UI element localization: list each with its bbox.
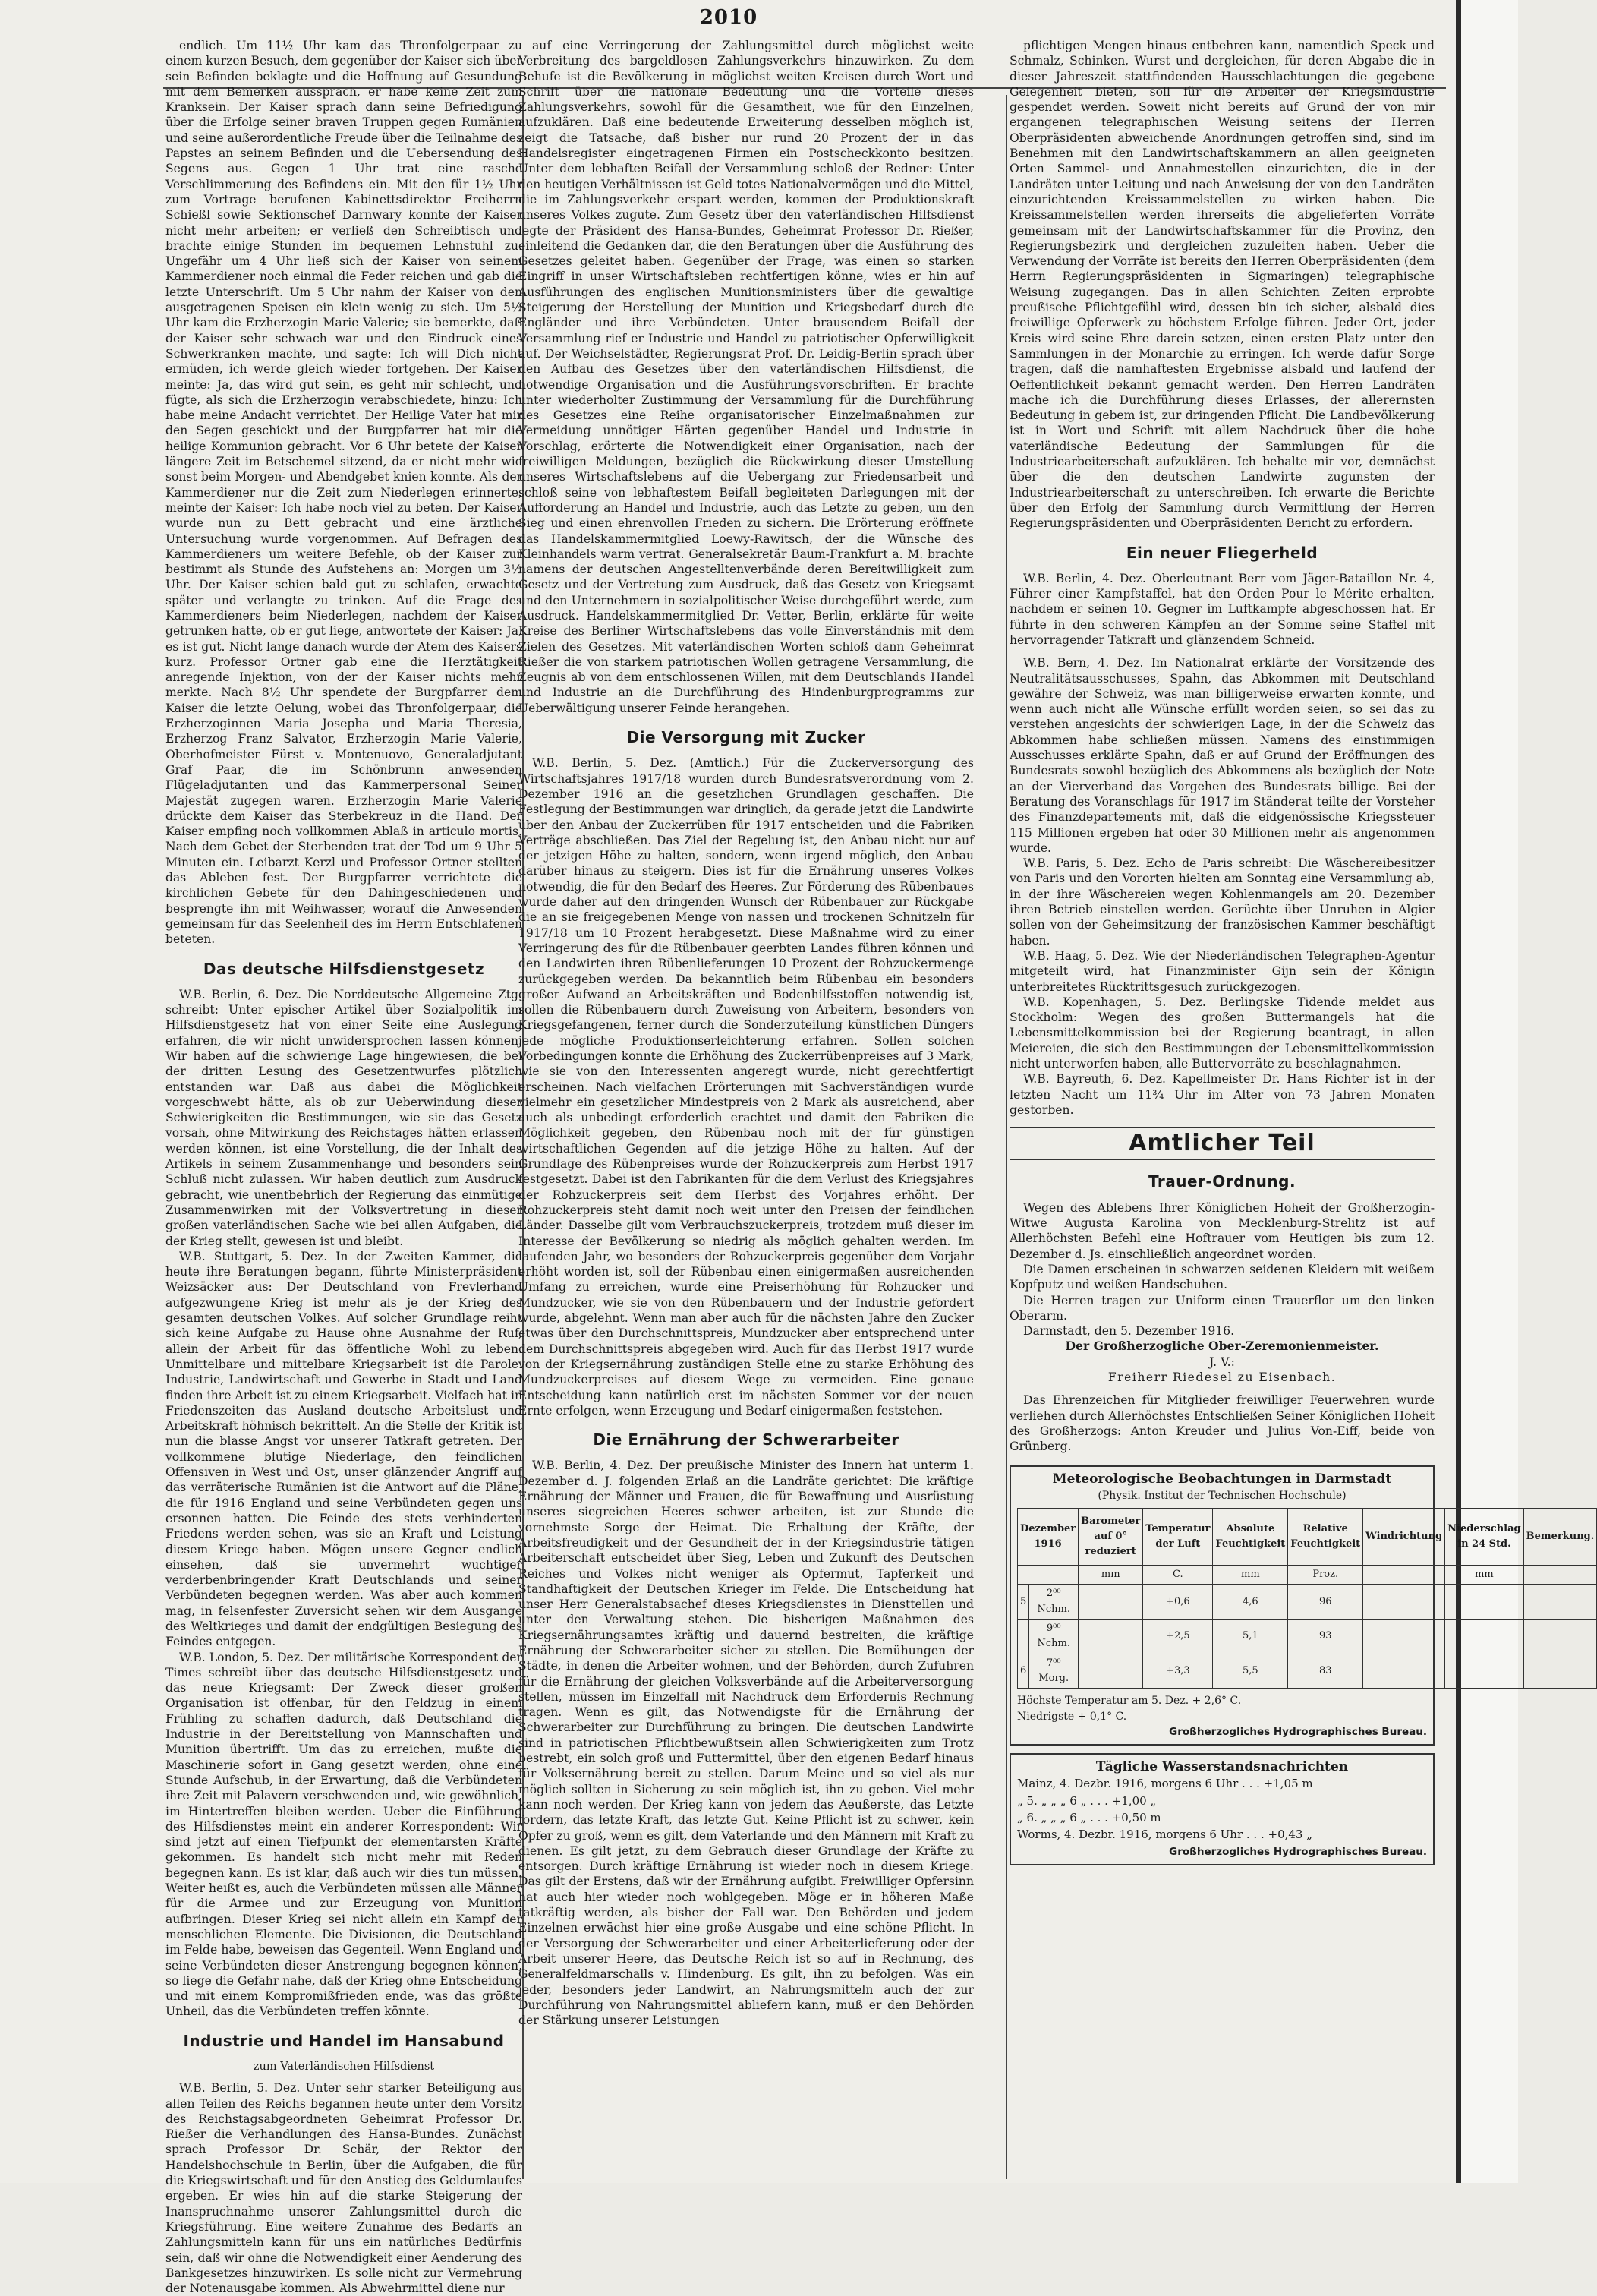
min-temp-label: Niedrigste [1017,1710,1075,1723]
section-heading: Das deutsche Hilfsdienstgesetz [203,959,485,978]
dateline: Darmstadt, den 5. Dezember 1916. [1023,1324,1235,1339]
weather-rel-humidity: 83 [1288,1654,1363,1689]
water-line: „ 6. „ „ „ 6 „ . . . +0,50 m [1017,1810,1161,1824]
weather-unit: mm [1213,1566,1288,1585]
weather-temperature: +0,6 [1143,1585,1213,1620]
column-2 [518,38,974,2164]
weather-table [1017,1508,1597,1689]
article-text: W.B. Kopenhagen, 5. Dez. Berlingske Tidende meldet aus Stockholm: Wegen des großen Buttermangels hat die Lebensmittelkommission bei der Regierung beantragt, in allen Meiereien, die sich den Bestimmungen der Lebensmittelkommission nicht unterworfen haben, alle Buttervorräte zu beschlagnahmen. [1010,995,1435,1071]
section-heading: Ein neuer Fliegerheld [1126,543,1318,562]
water-title: Tägliche Wasserstandsnachrichten [1095,1759,1349,1775]
weather-precip [1445,1654,1523,1689]
weather-header: Niederschlag in 24 Std. [1445,1509,1523,1566]
page-margin [1461,0,1518,2183]
section-subheading: zum Vaterländischen Hilfsdienst [253,2061,435,2073]
section-heading: Die Ernährung der Schwerarbeiter [593,1430,899,1449]
weather-wind [1363,1620,1445,1654]
weather-time: 7⁰⁰ Morg. [1029,1654,1079,1689]
weather-wind [1363,1654,1445,1689]
weather-unit [1523,1566,1597,1585]
weather-precip [1445,1620,1523,1654]
weather-date [1018,1620,1029,1654]
article-text: Die Damen erscheinen in schwarzen seidenen Kleidern mit weißem Kopfputz und weißen Handschuhen. [1010,1262,1435,1292]
weather-unit [1363,1566,1445,1585]
article-text: pflichtigen Mengen hinaus entbehren kann, namentlich Speck und Schmalz, Schinken, Wurst und dergleichen, für deren Abgabe die in dieser Jahreszeit stattfindenden Hausschlachtungen die gegebene Gelegenheit bieten, soll für die Arbeiter der Kriegsindustrie gespendet werden. Soweit nicht bereits auf Grund der von mir ergangenen telegraphischen Weisung seitens der Herren Oberpräsidenten abweichende Anordnungen getroffen sind, sind im Benehmen mit den Landwirtschaftskammern an allen geeigneten Orten Sammel- und Annahmestellen einzurichten, die in der Landräten unter Leitung und nach Anweisung der von den Landräten einzurichtenden Kreissammelstellen zu wirken haben. Die Kreissammelstellen werden ihrerseits die abgelieferten Vorräte gemeinsam mit der Landwirtschaftskammer für die Provinz, den Regierungsbezirk und dergleichen zuzuleiten haben. Ueber die Verwendung der Vorräte ist bereits den Herren Oberpräsidenten (dem Herrn Regierungspräsidenten in Sigmaringen) telegraphische Weisung zugegangen. Das in allen Schichten Zeiten erprobte preußische Pflichtgefühl wird, dessen bin ich sicher, alsbald dies freiwillige Opferwerk zu höchstem Erfolge führen. Jeder Ort, jeder Kreis wird seine Ehre darein setzen, einen ersten Platz unter den Sammlungen in der Monarchie zu erringen. Ich werde dafür Sorge tragen, daß die namhaftesten Ergebnisse alsbald und laufend der Oeffentlichkeit bekannt gemacht werden. Den Herren Landräten mache ich die Durchführung dieses Erlasses, der allerernsten Bedeutung in gebem ist, zur dringenden Pflicht. Die Landbevölkerung ist in Wort und Schrift mit allem Nachdruck über die hohe vaterländische Bedeutung der Sammlungen für die Industriearbeiterschaft aufzuklären. Ich behalte mir vor, demnächst über die den deutschen Landwirte zugunsten der Industriearbeiterschaft zu unterschreiben. Ich erwarte die Berichte über den Erfolg der Sammlung durch Vermittlung der Herren Regierungspräsidenten und Oberpräsidenten Bericht zu erfordern. [1010,39,1435,531]
weather-note [1523,1654,1597,1689]
column-rule-2 [1006,95,1007,2179]
water-levels-box [1010,1753,1435,1866]
weather-header-row [1018,1509,1597,1566]
weather-abs-humidity: 5,1 [1213,1620,1288,1654]
article-text: W.B. Berlin, 5. Dez. (Amtlich.) Für die Zuckerversorgung des Wirtschaftsjahres 1917/18 wurden durch Bundesratsverordnung vom 2. Dezember 1916 an die gesetzlichen Grundlagen geschaffen. Die Festlegung der Bestimmungen war dringlich, da gerade jetzt die Landwirte über den Anbau der Zuckerrüben für 1917 entscheiden und die Fabriken Verträge abschließen. Das Ziel der Regelung ist, den Anbau nicht nur auf der jetzigen Höhe zu halten, sondern, wenn irgend möglich, den Anbau darüber hinaus zu steigern. Dies ist für die Ernährung unseres Volkes notwendig, die für den Bedarf des Heeres. Zur Förderung des Rübenbaues wurde daher auf den dringenden Wunsch der Rübenbauer zur Rückgabe die an sie freigegebenen Menge von nassen und trockenen Schnitzeln für 1917/18 um 10 Prozent herabgesetzt. Diese Maßnahme wird zu einer Verringerung des für die Rübenbauer geerbten Landes führen können und den Landwirten ihren Rübenlieferungen 10 Prozent der Rohzuckermenge zurückgegeben werden. Da bekanntlich beim Rübenbau ein besonders großer Aufwand an Arbeitskräften und Bodenhilfsstoffen notwendig ist, sollen die Rübenbauern durch Zuweisung von Arbeitern, besonders von Kriegsgefangenen, ferner durch die Sonderzuteilung künstlichen Düngers jede mögliche Produktionserleichterung erfahren. Sollen solchen Vorbedingungen konnte die Erhöhung des Zuckerrübenpreises auf 3 Mark, wie sie von den Interessenten angeregt wurde, nicht gerechtfertigt erscheinen. Nach vielfachen Erörterungen mit Sachverständigen wurde vielmehr ein gesetzlicher Mindestpreis von 2 Mark als ausreichend, aber auch als unbedingt erforderlich erachtet und damit den Fabriken die Möglichkeit gegeben, den Rübenbau noch mit der für günstigen wirtschaftlichen Gegenden auf die jetzige Höhe zu halten. Auf der Grundlage des Rübenpreises wurde der Rohzuckerpreis zum Herbst 1917 festgesetzt. Dabei ist den Fabrikanten für die dem Verlust des Kriegsjahres der Rohzuckerpreis seit dem Herbst des Vorjahres erhöht. Der Rohzuckerpreis steht damit noch weit unter den Preisen der feindlichen Länder. Dasselbe gilt vom Verbrauchszuckerpreis, trotzdem muß dieser im Interesse der Bevölkerung so niedrig als möglich gehalten werden. Im laufenden Jahr, wo besonders der Rohzuckerpreis gegenüber dem Vorjahr erhöht worden ist, soll der Rübenbau einen einigermaßen ausreichenden Umfang zu erreichen, wurde eine Preiserhöhung für Rohzucker und Mundzucker, wie sie von den Rübenbauern und der Industrie gefordert wurde, abgelehnt. Wenn man aber auch für die nächsten Jahre den Zucker etwas über den Durchschnittspreis, Mundzucker aber entsprechend unter dem Durchschnittspreis abgegeben wird. Auch für das Herbst 1917 wurde von der Kriegsernährung zuständigen Stelle eine zu starke Erhöhung des Mundzuckerpreises auf diesem Wege zu vermeiden. Eine genaue Entscheidung kann natürlich erst im nächsten Sommer vor der neuen Ernte erfolgen, wenn Erzeugung und Bedarf einigermaßen feststehen. [518,756,974,1418]
weather-row [1018,1585,1597,1620]
weather-time: 2⁰⁰ Nchm. [1029,1585,1079,1620]
min-temp-value: + 0,1° C. [1077,1710,1127,1723]
weather-header: Bemerkung. [1523,1509,1597,1566]
water-line: Mainz, 4. Dezbr. 1916, morgens 6 Uhr . . . +1,05 m [1017,1777,1313,1791]
weather-unit: Proz. [1288,1566,1363,1585]
section-heading: Industrie und Handel im Hansabund [183,2031,505,2050]
article-text: W.B. Haag, 5. Dez. Wie der Niederländischen Telegraphen-Agentur mitgeteilt wird, hat Finanzminister Gijn sein der Königin unterbreitetes Rücktrittsgesuch zurückgezogen. [1010,948,1435,994]
water-bureau: Großherzogliches Hydrographisches Bureau. [1169,1845,1427,1858]
max-temp-label: Höchste Temperatur am 5. Dez. [1017,1695,1189,1708]
column-1 [165,38,522,2296]
weather-barometer [1079,1654,1143,1689]
signatory-proxy: J. V.: [1209,1355,1235,1369]
max-temp-value: + 2,6° C. [1192,1695,1242,1708]
weather-temperature: +2,5 [1143,1620,1213,1654]
weather-unit [1018,1566,1079,1585]
article-text: Wegen des Ablebens Ihrer Königlichen Hoheit der Großherzogin-Witwe Augusta Karolina von Mecklenburg-Strelitz ist auf Allerhöchsten Befehl eine Hoftrauer vom Heutigen bis zum 12. Dezember d. Js. einschließlich angeordnet worden. [1010,1200,1435,1261]
signatory-title: Der Großherzogliche Ober-Zeremonienmeister. [1065,1339,1379,1354]
weather-barometer [1079,1620,1143,1654]
weather-note [1523,1620,1597,1654]
weather-header: Windrichtung [1363,1509,1445,1566]
article-text: W.B. Bern, 4. Dez. Im Nationalrat erklärte der Vorsitzende des Neutralitätsausschusses, Spahn, das Abkommen mit Deutschland gewähre der Schweiz, was man billigerweise erwarten konnte, und wenn auch nicht alle Wünsche erfüllt worden seien, so sei das zu verstehen angesichts der schwierigen Lage, in der die Schweiz das Abkommen habe schließen müssen. Namens des einstimmigen Ausschusses erklärte Spahn, daß er auf Grund der Eröffnungen des Bundesrats sowohl bezüglich des Abkommens als bezüglich der Note an der Vierverband das Vorgehen des Bundesrats billige. Bei der Beratung des Voranschlags für 1917 im Ständerat teilte der Vorsteher des Finanzdepartements mit, daß die eidgenössische Kriegssteuer 115 Millionen ergeben hat oder 30 Millionen mehr als angenommen wurde. [1010,656,1435,855]
article-text: Das Ehrenzeichen für Mitglieder freiwilliger Feuerwehren wurde verliehen durch Allerhöchstes Entschließen Seiner Königlichen Hoheit des Großherzogs: Anton Kreuder und Julius Von-Eiff, beide von Grünberg. [1010,1393,1435,1454]
weather-precip [1445,1585,1523,1620]
official-section-banner [1010,1127,1435,1160]
weather-rel-humidity: 96 [1288,1585,1363,1620]
article-text: W.B. Bayreuth, 6. Dez. Kapellmeister Dr. Hans Richter ist in der letzten Nacht um 11¾ Uhr im Alter von 73 Jahren Monaten gestorben. [1010,1072,1435,1117]
weather-header: Barometer auf 0° reduziert [1079,1509,1143,1566]
weather-unit: C. [1143,1566,1213,1585]
weather-row [1018,1654,1597,1689]
weather-rel-humidity: 93 [1288,1620,1363,1654]
article-text: auf eine Verringerung der Zahlungsmittel durch möglichst weite Verbreitung des bargeldlosen Zahlungsverkehrs hinzuwirken. Zu dem Behufe ist die Bevölkerung in möglichst weiten Kreisen durch Wort und Schrift über die nationale Bedeutung und die Vorteile dieses Zahlungsverkehrs, sowohl für die Gesamtheit, wie für den Einzelnen, aufzuklären. Daß eine bedeutende Erweiterung desselben möglich ist, zeigt die Tatsache, daß bisher nur rund 20 Prozent der in das Handelsregister eingetragenen Firmen ein Postscheckkonto besitzen. Unter dem lebhaften Beifall der Versammlung schloß der Redner: Unter den heutigen Verhältnissen ist Geld totes Nationalvermögen und die Mittel, die im Zahlungsverkehr erspart werden, kommen der Produktionskraft unseres Volkes zugute. Zum Gesetz über den vaterländischen Hilfsdienst legte der Präsident des Hansa-Bundes, Geheimrat Professor Dr. Rießer, einleitend die Gedanken dar, die den Beratungen über die Ausführung des Gesetzes geleitet haben. Gegenüber der Frage, was einen so starken Eingriff in unser Wirtschaftsleben rechtfertigen könne, wies er hin auf Ausführungen des englischen Munitionsministers über die gewaltige Steigerung der Herstellung der Munition und Kriegsbedarf durch die Engländer und ihre Verbündeten. Unter brausendem Beifall der Versammlung rief er Industrie und Handel zu patriotischer Opferwilligkeit auf. Der Weichselstädter, Regierungsrat Prof. Dr. Leidig-Berlin sprach über den Aufbau des Gesetzes über den vaterländischen Hilfsdienst, die notwendige Organisation und die Ausführungsvorschriften. Er brachte unter wiederholter Zustimmung der Versammlung für die Durchführung des Gesetzes eine Reihe organisatorischer Einzelmaßnahmen zur Vermeidung unnötiger Härten gegenüber Handel und Industrie in Vorschlag, erörterte die Notwendigkeit einer Organisation, nach der freiwilligen Meldungen, bezüglich die Rückwirkung dieser Umstellung unseres Wirtschaftslebens auf die Uebergang zur Friedensarbeit und schloß seine von lebhaftestem Beifall begleiteten Darlegungen mit der Aufforderung an Handel und Industrie, auch das Letzte zu geben, um den Sieg und einen ehrenvollen Frieden zu sichern. Die Erörterung eröffnete das Handelskammermitglied Loewy-Rawitsch, der die Wünsche des Kleinhandels warm vertrat. Generalsekretär Baum-Frankfurt a. M. brachte namens der deutschen Angestelltenverbände deren Bereitwilligkeit zum Gesetz und der Vertretung zum Ausdruck, daß das Gesetz von Kriegsamt und den Unternehmern in sozialpolitischer Weise durchgeführt werde, zum Ausdruck. Handelskammermitglied Dr. Vetter, Berlin, erklärte für weite Kreise des Berliner Wirtschaftslebens das volle Einverständnis mit dem Zielen des Gesetzes. Mit vaterländischen Worten schloß dann Geheimrat Rießer die von starkem patriotischen Wollen getragene Versammlung, die Zeugnis ab von dem entschlossenen Willen, mit dem Deutschlands Handel und Industrie an die Durchführung des Hindenburgprogramms zur Ueberwältigung unserer Feinde herangehen. [518,39,974,715]
article-text: W.B. Paris, 5. Dez. Echo de Paris schreibt: Die Wäschereibesitzer von Paris und den Vororten hielten am Sonntag eine Versammlung ab, in der ihre Wäschereien wegen Kohlenmangels am 20. Dezember ihren Betrieb einstellen werden. Gerüchte über Unruhen in Algier sollen von der Geheimsitzung der französischen Kammer beschäftigt haben. [1010,856,1435,948]
signatory-name: Freiherr Riedesel zu Eisenbach. [1107,1370,1337,1385]
weather-unit: mm [1079,1566,1143,1585]
weather-header: Dezember 1916 [1018,1509,1079,1566]
weather-observations-box [1010,1465,1595,1746]
weather-temperature: +3,3 [1143,1654,1213,1689]
weather-header: Temperatur der Luft [1143,1509,1213,1566]
page-number: 2010 [699,6,758,29]
column-3 [1010,38,1595,2164]
weather-abs-humidity: 4,6 [1213,1585,1288,1620]
weather-unit: mm [1445,1566,1523,1585]
weather-subtitle: (Physik. Institut der Technischen Hochschule) [1098,1489,1347,1502]
section-heading: Trauer-Ordnung. [1148,1172,1296,1191]
weather-title: Meteorologische Beobachtungen in Darmstadt [1052,1471,1392,1487]
weather-bureau: Großherzogliches Hydrographisches Bureau. [1169,1725,1427,1738]
article-text: W.B. Berlin, 4. Dez. Oberleutnant Berr vom Jäger-Bataillon Nr. 4, Führer einer Kampfstaffel, hat den Orden Pour le Mérite erhalten, nachdem er seinen 10. Gegner im Luftkampfe abgeschossen hat. Er führte in den schweren Kämpfen an der Somme seine Staffel mit hervorragender Tatkraft und glänzendem Schneid. [1010,571,1435,647]
article-text: W.B. Berlin, 4. Dez. Der preußische Minister des Innern hat unterm 1. Dezember d. J. folgenden Erlaß an die Landräte gerichtet: Die kräftige Ernährung der Männer und Frauen, die für Bewaffnung und Ausrüstung unseres siegreichen Heeres schwer arbeiten, ist zur Stunde die vornehmste Sorge der Heimat. Die Erhaltung der Kräfte, der Arbeitsfreudigkeit und der Gesundheit der in der Kriegsindustrie tätigen Arbeiterschaft entscheidet über Sieg, Leben und Zukunft des Deutschen Reiches und Volkes nicht weniger als Opfermut, Tapferkeit und Standhaftigkeit der Deutschen Krieger im Felde. Die Entscheidung hat unser Herr Generalstabsachef dieses Kriegsdienstes in Diensttellen und unter den Verwaltung stehen. Die bisherigen Maßnahmen des Kriegsernährungsamtes kräftig und dauernd bestreiten, die kräftige Ernährung der Schwerarbeiter sicher zu stellen. Die Bemühungen der Städte, in denen die Arbeiter wohnen, und der Behörden, durch Zufuhren für die Ernährung der gleichen Volksverbände auf die Arbeiterversorgung stellen, müssen im Einzelfall mit Nachdruck dem Erfordernis Rechnung tragen. Wenn es gilt, das Notwendigste für die Ernährung der Schwerarbeiter zur Durchführung zu bringen. Die deutschen Landwirte sind in patriotischen Pflichtbewußtsein allen Schwierigkeiten zum Trotz bestrebt, ein solch groß und Futtermittel, über den eigenen Bedarf hinaus für Volksernährung bereit zu stellen. Darum Meine und so viel als nur möglich sollten in Sicherung zu sein möglich ist, ihn zu geben. Viel mehr kann noch werden. Der Krieg kann von jedem das Aeußerste, das Letzte fordern, das letzte Kraft, das letzte Gut. Keine Pflicht ist zu schwer, kein Opfer zu groß, wenn es gilt, dem Vaterlande und den Männern mit Kraft zu dienen. Es gilt jetzt, zu dem Gebrauch dieser Grundlage der Kräfte zu entsorgen. Durch kräftige Ernährung ist wieder noch in diesem Kriege. Das gilt der Erstens, daß wir der Ernährung aufgibt. Freiwilliger Opfersinn hat auch hier wieder noch wohlgegeben. Möge er in höheren Maße tatkräftig werden, als bisher der Fall war. Den Behörden und jedem Einzelnen erwächst hier eine große Ausgabe und eine schöne Pflicht. In der Versorgung der Schwerarbeiter und einer Arbeiterlieferung oder der Arbeit unserer Heere, das Deutsche Reich ist so auf in Rechnung, des Generalfeldmarschalls v. Hindenburg. Es gilt, ihn zu befolgen. Was ein jeder, besonders jeder Landwirt, an Nahrungsmitteln auch der zur Durchführung von Nahrungsmittel abliefern kann, muß er den Behörden der Stärkung unserer Leistungen [518,1459,974,2028]
weather-extremes [1017,1693,1427,1724]
article-text: W.B. Berlin, 6. Dez. Die Norddeutsche Allgemeine Ztg. schreibt: Unter epischer Artikel über Sozialpolitik im Hilfsdienstgesetz hat von einer Seite eine Auslegung erfahren, die wir nicht unwidersprochen lassen können. Wir haben auf die schwierige Lage hingewiesen, die bei der dritten Lesung des Gesetzentwurfes plötzlich entstanden war. Daß aus dabei die Möglichkeit vorgeschwebt hätte, als ob zur Ueberwindung dieser Schwierigkeiten die Bestimmungen, wie sie das Gesetz vorsah, ohne Mitwirkung des Reichstages hätten erlassen werden können, ist eine Vorstellung, die der Inhalt des Artikels in seinem Zusammenhange und besonders sein Schluß nicht zulassen. Wir haben deutlich zum Ausdruck gebracht, wie unentbehrlich der Regierung das einmütige Zusammenwirken mit der Volksvertretung in dieser großen vaterländischen Sache wie bei allen Aufgaben, die der Krieg stellt, gewesen ist und bleibt. [165,987,522,1248]
water-line: „ 5. „ „ „ 6 „ . . . +1,00 „ [1017,1793,1157,1808]
water-line: Worms, 4. Dezbr. 1916, morgens 6 Uhr . . . +0,43 „ [1017,1828,1313,1842]
weather-abs-humidity: 5,5 [1213,1654,1288,1689]
weather-date: 5 [1018,1585,1029,1620]
weather-note [1523,1585,1597,1620]
article-text: W.B. Stuttgart, 5. Dez. In der Zweiten Kammer, die heute ihre Beratungen begann, führte Ministerpräsident Weizsäcker aus: Der Deutschland von Frevlerhand aufgezwungene Krieg ist mehr als je der Krieg des gesamten deutschen Volkes. Auf solcher Grundlage reiht sich keine Aufgabe zu Hause ohne Ausnahme der Ruf, allein der Arbeit für das öffentliche Wohl zu leben. Unmittelbare und mittelbare Kriegsarbeit ist die Parole. Industrie, Landwirtschaft und Gewerbe in Stadt und Land finden ihre Arbeit ist zu einem Kriegsarbeit. Vielfach hat in Friedenszeiten das Ausland deutsche Arbeitslust und Arbeitskraft höhnisch bekrittelt. An die Stelle der Kritik ist nun die blasse Angst vor unserer Tatkraft getreten. Der vollkommene blutige Niederlage, den feindlichen Offensiven in West und Ost, unser glänzender Angriff auf das verräterische Rumänien ist die Antwort auf die Pläne, die für 1916 England und seine Verbündeten gegen uns ersonnen hatten. Die Feinde des stets verhinderten Friedens werden sehen, was sie an Kraft und Leistung diesem Kriege haben. Mögen unsere Gegner endlich einsehen, daß sie unvermehrt wuchtiger verderbenbringender Kraft Deutschlands und seiner Verbündeten begegnen werden. Was aber auch kommen mag, in felsenfester Zuversicht sehen wir dem Ausgange des Weltkrieges und damit der endgültigen Besiegung des Feindes entgegen. [165,1249,522,1649]
weather-wind [1363,1585,1445,1620]
weather-row [1018,1620,1597,1654]
weather-header: Absolute Feuchtigkeit [1213,1509,1288,1566]
article-text: Die Herren tragen zur Uniform einen Trauerflor um den linken Oberarm. [1010,1293,1435,1323]
weather-time: 9⁰⁰ Nchm. [1029,1620,1079,1654]
weather-units-row [1018,1566,1597,1585]
article-text: W.B. London, 5. Dez. Der militärische Korrespondent der Times schreibt über das deutsche Hilfsdienstgesetz und das neue Kriegsamt: Der Zweck dieser großen Organisation ist offenbar, für den Feldzug in einem Frühling zu schaffen dadurch, daß Deutschland die Industrie in der Bereitstellung von Mannschaften und Munition übertrifft. Um das zu erreichen, mußte die Maschinerie sofort in Gang gesetzt werden, ohne eine Stunde Aufschub, in der Erwartung, daß die Verbündeten ihre Zeit mit Palavern verschwenden und, wie gewöhnlich, im Hintertreffen bleiben werden. Ueber die Einführung des Hilfsdienstes meint ein anderer Korrespondent: Wir sind jetzt auf einen Tiefpunkt der elementarsten Kräfte gekommen. Es handelt sich nicht mehr mit Reden begegnen kann. Es ist klar, daß auch wir dies tun müssen. Weiter heißt es, auch die Verbündeten müssen alle Männer für die Armee und zur Erzeugung von Munition aufbringen. Dieser Krieg sei nicht allein ein Kampf der menschlichen Elemente. Die Divisionen, die Deutschland im Felde habe, beweisen das Gegenteil. Wenn England und seine Verbündeten dieser Anstrengung begegnen können, so liege die Gefahr nahe, daß der Krieg ohne Entscheidung und mit einem Kompromißfrieden ende, was das größte Unheil, das die Verbündeten treffen könnte. [165,1650,522,2019]
weather-date: 6 [1018,1654,1029,1689]
weather-header: Relative Feuchtigkeit [1288,1509,1363,1566]
weather-barometer [1079,1585,1143,1620]
article-text: endlich. Um 11½ Uhr kam das Thronfolgerpaar zu einem kurzen Besuch, dem gegenüber der Kaiser sich über sein Befinden beklagte und die Hoffnung auf Gesundung mit dem Bemerken aussprach, er habe keine Zeit zum Kranksein. Der Kaiser sprach dann seine Befriedigung über die Erfolge seiner braven Truppen gegen Rumänien und seine außerordentliche Freude über die Teilnahme des Papstes an seinem Befinden und die Uebersendung des Segens aus. Gegen 1 Uhr trat eine rasche Verschlimmerung des Befindens ein. Mit den für 1½ Uhr zum Vortrage berufenen Kabinettsdirektor Freiherrn Schießl sowie Sektionschef Darnwary konnte der Kaiser nicht mehr arbeiten; er verließ den Schreibtisch und brachte einige Stunden im bequemen Lehnstuhl zu. Ungefähr um 4 Uhr ließ sich der Kaiser von seinem Kammerdiener noch einmal die Feder reichen und gab die letzte Unterschrift. Um 5 Uhr nahm der Kaiser von den ausgetragenen Speisen ein klein wenig zu sich. Um 5½ Uhr kam die Erzherzogin Marie Valerie; sie bemerkte, daß der Kaiser sehr schwach war und den Eindruck eines Schwerkranken machte, und sagte: Ich will Dich nicht ermüden, ich werde gleich wieder fortgehen. Der Kaiser meinte: Ja, das wird gut sein, es geht mir schlecht, und fügte, als sich die Erzherzogin verabschiedete, hinzu: Ich habe meine Andacht verrichtet. Der Heilige Vater hat mir den Segen geschickt und der Burgpfarrer hat mir die heilige Kommunion gebracht. Vor 6 Uhr betete der Kaiser längere Zeit im Betschemel sitzend, da er nicht mehr wie sonst beim Morgen- und Abendgebet knien konnte. Als der Kammerdiener nur die Zeit zum Niederlegen erinnerte, meinte der Kaiser: Ich habe noch viel zu beten. Der Kaiser wurde nun zu Bett gebracht und eine ärztliche Untersuchung wurde vorgenommen. Auf Befragen des Kammerdieners um weitere Befehle, ob der Kaiser zur bestimmt als Stunde des Aufstehens an: Morgen um 3½ Uhr. Der Kaiser schien bald gut zu schlafen, erwachte später und verlangte zu trinken. Auf die Frage des Kammerdieners beim Niederlegen, nachdem der Kaiser getrunken hatte, ob er gut liege, antwortete der Kaiser: Ja, es ist gut. Nicht lange danach wurde der Atem des Kaisers kurz. Professor Ortner gab eine die Herztätigkeit anregende Injektion, von der der Kaiser nichts mehr merkte. Nach 8½ Uhr spendete der Burgpfarrer dem Kaiser die letzte Oelung, wobei das Thronfolgerpaar, die Erzherzoginnen Maria Josepha und Maria Theresia, Erzherzog Franz Salvator, Erzherzogin Marie Valerie, Oberhofmeister Fürst v. Montenuovo, Generaladjutant Graf Paar, die im Schönbrunn anwesenden Flügeladjutanten und das Kammerpersonal Seiner Majestät zugegen waren. Erzherzogin Marie Valerie drückte dem Kaiser das Sterbekreuz in die Hand. Der Kaiser empfing noch vollkommen Ablaß in articulo mortis. Nach dem Gebet der Sterbenden trat der Tod um 9 Uhr 5 Minuten ein. Leibarzt Kerzl und Professor Ortner stellten das Ableben fest. Der Burgpfarrer verrichtete die kirchlichen Gebete für den Dahingeschiedenen und besprengte ihn mit Weihwasser, worauf die Anwesenden gemeinsam für das Seelenheil des im Herrn Entschlafenen beteten. [165,39,522,947]
article-text: W.B. Berlin, 5. Dez. Unter sehr starker Beteiligung aus allen Teilen des Reichs begannen heute unter dem Vorsitz des Reichstagsabgeordneten Geheimrat Professor Dr. Rießer die Verhandlungen des Hansa-Bundes. Zunächst sprach Professor Dr. Schär, der Rektor der Handelshochschule in Berlin, über die Aufgaben, die für die Kriegswirtschaft und für den Anstieg des Geldumlaufes ergeben. Er wies hin auf die starke Steigerung der Inanspruchnahme unserer Zahlungsmittel durch die Kriegsführung. Eine weitere Zunahme des Bedarfs an Zahlungsmitteln kann für uns ein natürliches Bedürfnis sein, daß wir ohne die Notwendigkeit einer Aenderung des Bankgesetzes hinzuwirken. Es solle nicht zur Vermehrung der Notenausgabe kommen. Als Abwehrmittel diene nur [165,2081,522,2296]
section-heading: Die Versorgung mit Zucker [626,728,866,747]
official-section-heading: Amtlicher Teil [1129,1130,1315,1157]
